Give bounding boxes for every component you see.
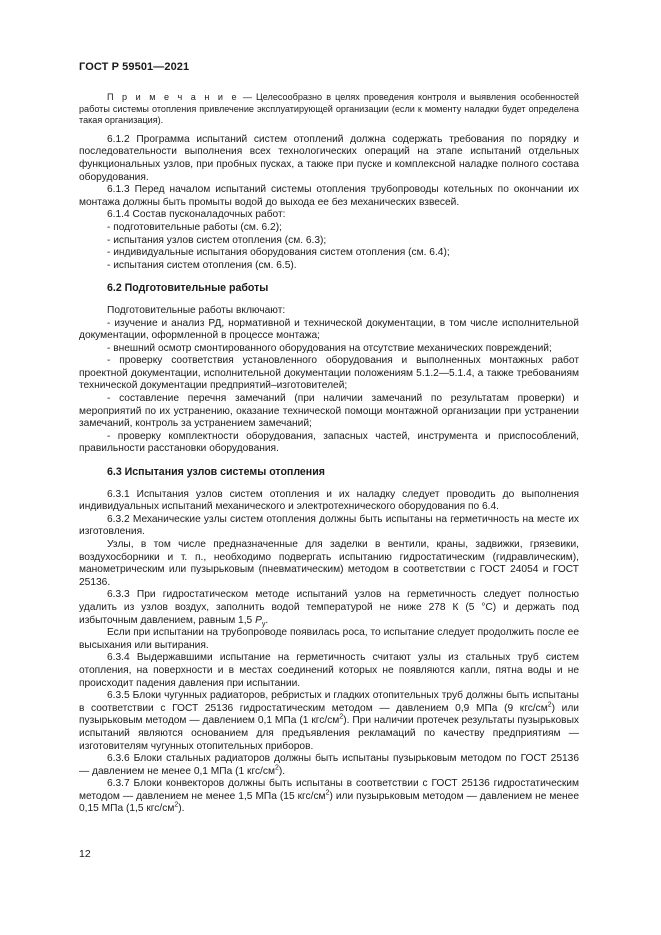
superscript: 2 [174,802,179,810]
list-item: - изучение и анализ РД, нормативной и технической документации, в том числе исполнительной документации, оформленной в процессе монтажа; [79,317,579,342]
paragraph-6-3-2: 6.3.2 Механические узлы систем отопления должны быть испытаны на герметичность на месте их изготовления. [79,513,579,538]
paragraph-text: ) или пузырьковым методом — давлением не менее 0,15 МПа (1,5 кгс/см [79,790,579,815]
list-item: - составление перечня замечаний (при наличии замечаний по результатам проверки) и мероприятий по их устранению, оказание технической помощи монтажной организации при устранении замечаний, контроль за устранением замечаний; [79,393,579,430]
list-item: - внешний осмотр смонтированного оборудования на отсутствие механических повреждений; [107,342,552,354]
note-paragraph [79,92,579,127]
superscript: 2 [339,713,344,721]
paragraph-6-1-2: 6.1.2 Программа испытаний систем отоплений должна содержать требования по порядку и последовательности выполнения всех технологических операций на этапе испытаний отдельных функциональных узлов, при пробных пусках, а также при пуске и комплексной наладке полного состава оборудования. [79,133,579,183]
list-item: - проверку соответствия установленного оборудования и выполненных монтажных работ проектной документации, исполнительной документации положениям 5.1.2—5.1.4, а также требованиям технической документации предприятий–изготовителей; [79,355,579,392]
paragraph-6-3-7 [79,778,579,816]
paragraph-6-3-2-b: Узлы, в том числе предназначенные для заделки в вентили, краны, задвижки, грязевики, воздухосборники и т. п., необходимо подвергать испытанию гидростатическим (гидравлическим), манометрическим или пузырьковым (пневматическим) методом в соответствии с ГОСТ 24054 и ГОСТ 25136. [79,539,579,588]
paragraph-text: 6.3.5 Блоки чугунных радиаторов, ребристых и гладких отопительных труб должны быть испытаны в соответствии с ГОСТ 25136 гидростатическим методом — давлением 0,9 МПа (9 кгс/см [79,690,579,714]
list-item: - испытания систем отопления (см. 6.5). [107,259,297,271]
superscript: 2 [325,789,330,797]
note-text: — Целесообразно в целях проведения контроля и выявления особенностей работы системы отопления привлечение эксплуатирующей организации (если к моменту наладки будет определена такая организация). [79,92,579,126]
paragraph-6-3-6 [79,753,579,778]
superscript: 2 [547,701,552,709]
list-item: - проверку комплектности оборудования, запасных частей, инструмента и приспособлений, правильности расстановки оборудования. [79,430,579,455]
document-header: ГОСТ Р 59501—2021 [79,61,190,73]
page-number: 12 [79,848,91,860]
note-label: П р и м е ч а н и е [107,92,239,102]
list-item: - подготовительные работы (см. 6.2); [107,221,282,233]
paragraph-6-3-1: 6.3.1 Испытания узлов систем отопления и их наладку следует проводить до выполнения индивидуальных испытаний механического и электротехнического оборудования по 6.4. [79,488,579,513]
paragraph-text: ). При наличии протечек результаты пузырьковых испытаний являются основанием для предъявления рекламаций по качеству предприятиям — изготовителям чугунных отопительных приборов. [79,715,580,752]
paragraph-6-3-5 [79,690,579,753]
paragraph-text: . [265,614,269,626]
paragraph-6-3-4: 6.3.4 Выдержавшими испытание на герметичность считают узлы из стальных труб систем отопления, на поверхности и в местах соединений которых не появляются капли, пятна воды и не происходит падения давления при испытании. [79,652,579,689]
list-item: - индивидуальные испытания оборудования систем отопления (см. 6.4); [107,247,450,259]
paragraph-6-1-4: 6.1.4 Состав пусконаладочных работ: [107,209,286,221]
list-item: - испытания узлов систем отопления (см. 6.3); [107,234,327,246]
paragraph-text: ). [278,765,286,777]
paragraph-6-1-3: 6.1.3 Перед началом испытаний системы отопления трубопроводы котельных по окончании их монтажа должны быть промыты водой до выхода ее без механических взвесей. [79,184,579,208]
paragraph-text: 6.3.7 Блоки конвекторов должны быть испытаны в соответствии с ГОСТ 25136 гидростатическим методом — давлением не менее 1,5 МПа (15 кгс/см [79,778,579,802]
superscript: 2 [274,764,279,772]
paragraph-text: ) или пузырьковым методом — давлением 0,1 МПа (1 кгс/см [79,702,579,727]
pressure-symbol: P [255,614,262,626]
pressure-subscript: y [261,620,266,628]
paragraph-6-3-3 [79,589,579,627]
section-heading-6-3: 6.3 Испытания узлов системы отопления [107,466,325,479]
paragraph-6-2-intro: Подготовительные работы включают: [107,304,286,316]
paragraph-text: ). [178,803,185,815]
paragraph-text: 6.3.3 При гидростатическом методе испытаний узлов на герметичность следует полностью удалить из узлов воздух, заполнить водой температурой не ниже 278 К (5 °С) и держать под избыточным давлением, равным 1,5 [79,589,579,626]
paragraph-text: 6.3.6 Блоки стальных радиаторов должны быть испытаны пузырьковым методом по ГОСТ 25136 — давлением не менее 0,1 МПа (1 кгс/см [79,753,579,777]
paragraph-6-3-3-b: Если при испытании на трубопроводе появилась роса, то испытание следует продолжить после ее высыхания или вытирания. [79,627,579,651]
section-heading-6-2: 6.2 Подготовительные работы [107,282,269,295]
document-body [79,92,579,816]
